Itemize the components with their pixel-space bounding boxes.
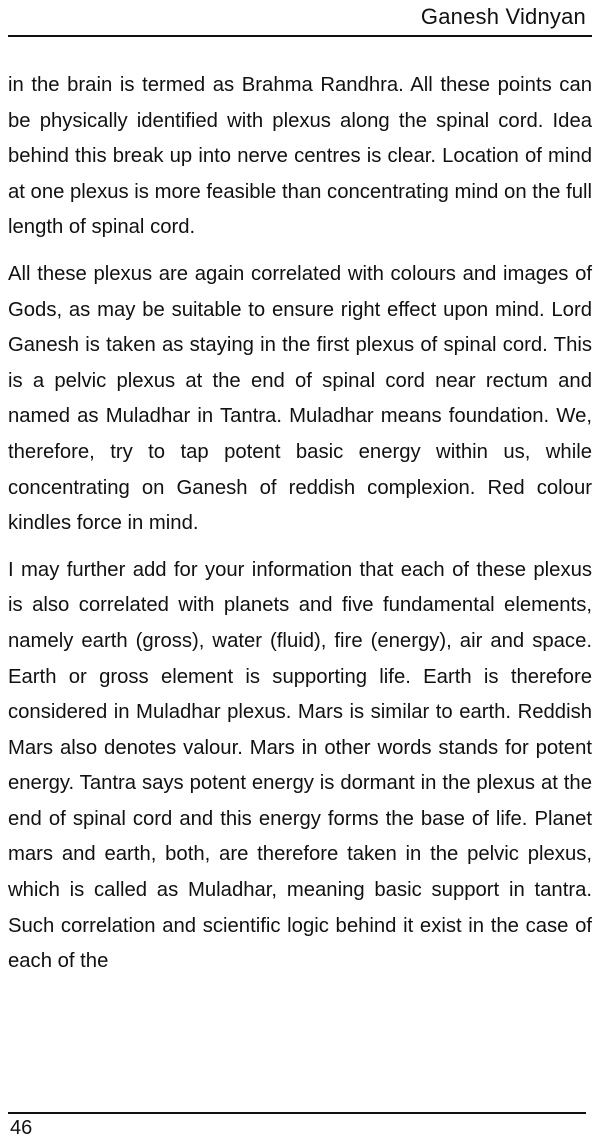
paragraph-1: in the brain is termed as Brahma Randhra. All these points can be physically identified with plexus along the spinal cord. Idea behind this break up into nerve centres is clear. Location of mind at one plexus is more feasible than concentrating mind on the full length of spinal cord.: [8, 74, 592, 239]
page-number: 46: [10, 1117, 33, 1139]
paragraph-2: All these plexus are again correlated with colours and images of Gods, as may be suitable to ensure right effect upon mind. Lord Ganesh is taken as staying in the first plexus of spinal cord. This is a pelvic plexus at the end of spinal cord near rectum and named as Muladhar in Tantra. Muladhar means foundation. We, therefore, try to tap potent basic energy within us, while concentrating on Ganesh of reddish complexion. Red colour kindles force in mind.: [8, 262, 592, 535]
header-rule: [8, 35, 592, 37]
paragraph-3: I may further add for your information that each of these plexus is also correlated with planets and five fundamental elements, namely earth (gross), water (fluid), fire (energy), air and space. Earth or gross element is supporting life. Earth is therefore considered in Muladhar plexus. Mars is similar to earth. Reddish Mars also denotes valour. Mars in other words stands for potent energy. Tantra says potent energy is dormant in the plexus at the end of spinal cord and this energy forms the base of life. Planet mars and earth, both, are therefore taken in the pelvic plexus, which is called as Muladhar, meaning basic support in tantra. Such correlation and scientific logic behind it exist in the case of each of the: [8, 558, 592, 973]
running-header-title: Ganesh Vidnyan: [420, 4, 586, 29]
footer-rule: [8, 1112, 586, 1114]
page-body: [8, 68, 592, 991]
